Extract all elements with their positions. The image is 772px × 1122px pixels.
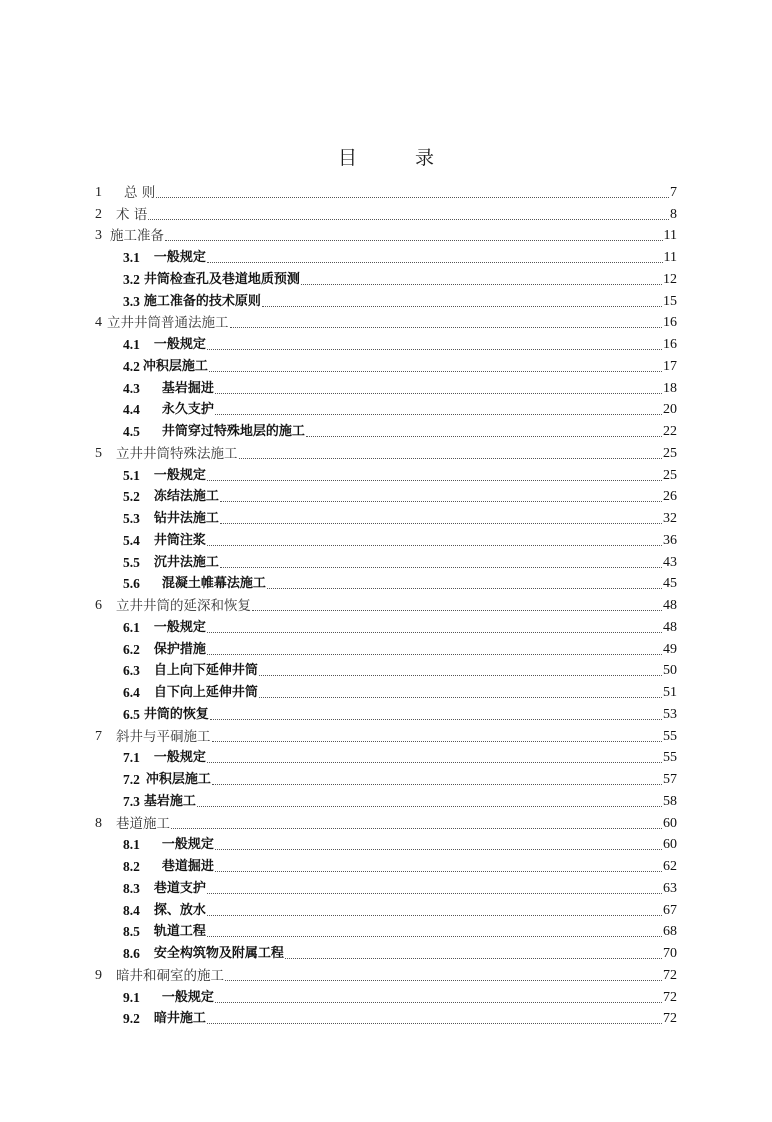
toc-entry-page-number: 36 [663,532,677,548]
dot-leader [207,337,662,353]
toc-entry-page-number: 53 [663,706,677,722]
toc-section-entry[interactable] [95,462,677,484]
toc-section-entry[interactable] [95,418,677,440]
dot-leader [207,881,662,897]
toc-entry-page-number: 22 [663,424,677,439]
toc-section-entry[interactable] [95,505,677,527]
toc-section-entry[interactable] [95,266,677,288]
toc-entry-number: 3.2 [123,271,140,287]
toc-section-entry[interactable] [95,484,677,506]
toc-entry-number: 6.1 [123,619,140,635]
toc-entry-label: 基岩施工 [143,793,196,809]
dot-leader [210,707,662,723]
toc-entry-label: 一般规定 [153,750,206,766]
toc-entry-number: 6.2 [123,641,140,657]
toc-entry-page-number: 50 [663,663,677,679]
toc-entry-number: 5.4 [123,532,140,548]
toc-section-entry[interactable] [95,331,677,353]
dot-leader [212,772,662,788]
toc-entry-number: 1 [95,184,102,200]
toc-entry-label: 一般规定 [153,250,206,265]
toc-entry-label: 立井井筒普通法施工 [107,315,229,332]
toc-section-entry[interactable] [95,919,677,941]
toc-title-char-2: 录 [415,147,435,169]
toc-entry-number: 5.6 [123,576,140,592]
toc-entry-number: 8.5 [123,924,140,940]
toc-entry-number: 5.5 [123,554,140,570]
toc-entry-page-number: 60 [663,837,677,853]
dot-leader [207,642,662,658]
toc-entry-number: 5.3 [123,511,140,526]
toc-chapter-entry[interactable] [95,310,677,332]
toc-entry-page-number: 70 [663,946,677,961]
dot-leader [267,576,662,592]
dot-leader [220,555,662,571]
toc-title-char-1: 目 [337,147,357,169]
toc-entry-label: 冻结法施工 [153,489,219,505]
toc-entry-label: 永久支护 [161,402,214,418]
toc-section-entry[interactable] [95,745,677,767]
toc-entry-label: 暗井施工 [153,1011,206,1027]
toc-entry-label: 一般规定 [153,467,206,483]
toc-entry-label: 基岩掘进 [161,380,214,396]
dot-leader [212,729,663,745]
dot-leader [239,446,663,462]
toc-entry-label: 探、放水 [153,902,206,918]
toc-entry-number: 8.1 [123,837,140,853]
toc-section-entry[interactable] [95,701,677,723]
toc-section-entry[interactable] [95,940,677,962]
toc-entry-number: 6.4 [123,685,140,700]
toc-entry-page-number: 55 [663,750,677,766]
toc-entry-label: 自下向上延伸井筒 [153,685,258,700]
toc-section-entry[interactable] [95,984,677,1006]
toc-section-entry[interactable] [95,1006,677,1028]
dot-leader [259,685,662,701]
toc-section-entry[interactable] [95,353,677,375]
toc-entry-label: 巷道支护 [153,880,206,896]
toc-entry-page-number: 16 [663,315,677,331]
toc-entry-page-number: 15 [663,293,677,309]
toc-entry-number: 4 [95,315,102,331]
toc-section-entry[interactable] [95,853,677,875]
dot-leader [207,468,662,484]
toc-section-entry[interactable] [95,288,677,310]
dot-leader [220,511,662,527]
dot-leader [165,228,663,244]
toc-entry-label: 斜井与平硐施工 [116,728,211,745]
dot-leader [207,750,662,766]
toc-entry-label: 术 语 [116,206,148,223]
toc-entry-number: 4.2 [123,358,140,374]
toc-section-entry[interactable] [95,875,677,897]
toc-entry-label: 巷道掘进 [161,859,214,874]
toc-entry-page-number: 60 [663,815,677,831]
toc-section-entry[interactable] [95,571,677,593]
toc-section-entry[interactable] [95,832,677,854]
dot-leader [197,794,662,810]
toc-entry-page-number: 18 [663,380,677,396]
toc-entry-page-number: 67 [663,902,677,918]
toc-entry-page-number: 49 [663,641,677,657]
toc-entry-page-number: 43 [663,554,677,570]
toc-entry-page-number: 45 [663,576,677,592]
toc-section-entry[interactable] [95,244,677,266]
dot-leader [148,207,669,223]
toc-entry-page-number: 63 [663,880,677,896]
dot-leader [207,250,663,266]
toc-entry-page-number: 48 [663,598,677,613]
toc-entry-number: 6.5 [123,706,140,722]
toc-chapter-entry[interactable] [95,962,677,984]
toc-entry-number: 8.2 [123,859,140,874]
toc-entry-page-number: 55 [663,728,677,744]
toc-entry-number: 3 [95,228,102,244]
toc-chapter-entry[interactable] [95,723,677,745]
dot-leader [215,837,662,853]
toc-entry-number: 6.3 [123,663,140,679]
toc-entry-number: 9 [95,967,102,983]
toc-entry-label: 立井井筒特殊法施工 [116,445,238,462]
toc-entry-number: 4.3 [123,380,140,396]
toc-entry-page-number: 72 [663,989,677,1005]
dot-leader [262,294,662,310]
toc-chapter-entry[interactable] [95,810,677,832]
toc-entry-number: 5.1 [123,467,140,483]
toc-section-entry[interactable] [95,549,677,571]
dot-leader [207,533,662,549]
toc-entry-page-number: 51 [663,685,677,700]
toc-entry-number: 6 [95,598,102,613]
toc-entry-number: 7 [95,728,102,744]
toc-entry-page-number: 32 [663,511,677,526]
toc-entry-label: 总 则 [124,184,156,201]
dot-leader [215,990,662,1006]
toc-entry-label: 井筒的恢复 [143,706,209,722]
toc-entry-page-number: 25 [663,445,677,461]
toc-section-entry[interactable] [95,636,677,658]
dot-leader [207,924,662,940]
dot-leader [225,968,662,984]
toc-entry-number: 9.2 [123,1011,140,1027]
toc-entry-page-number: 25 [663,467,677,483]
toc-entry-label: 冲积层施工 [145,772,211,787]
toc-section-entry[interactable] [95,658,677,680]
toc-entry-label: 一般规定 [153,337,206,352]
toc-section-entry[interactable] [95,766,677,788]
toc-entry-page-number: 20 [663,402,677,418]
toc-entry-number: 7.2 [123,772,140,787]
toc-entry-label: 施工准备 [110,228,164,245]
dot-leader [215,402,662,418]
dot-leader [207,1011,662,1027]
toc-entry-number: 4.1 [123,337,140,352]
toc-entry-label: 巷道施工 [116,815,170,832]
dot-leader [301,272,662,288]
toc-entry-label: 安全构筑物及附属工程 [153,946,284,961]
toc-section-entry[interactable] [95,897,677,919]
toc-entry-number: 5.2 [123,489,140,505]
toc-entry-page-number: 57 [663,772,677,787]
dot-leader [207,903,662,919]
dot-leader [215,859,662,875]
dot-leader [306,424,662,440]
toc-section-entry[interactable] [95,788,677,810]
toc-entry-page-number: 58 [663,793,677,809]
toc-entry-label: 保护措施 [153,641,206,657]
toc-chapter-entry[interactable] [95,223,677,245]
toc-entry-number: 2 [95,206,102,222]
toc-section-entry[interactable] [95,397,677,419]
toc-entry-number: 8.6 [123,946,140,961]
toc-chapter-entry[interactable] [95,201,677,223]
toc-entry-page-number: 7 [670,184,677,200]
toc-entry-page-number: 62 [663,859,677,874]
toc-entry-page-number: 48 [663,619,677,635]
dot-leader [285,946,662,962]
toc-entry-number: 8.4 [123,902,140,918]
toc-entry-label: 井筒检查孔及巷道地质预测 [143,271,300,287]
table-of-contents [95,179,677,1027]
toc-entry-label: 混凝土帷幕法施工 [161,576,266,592]
toc-title [0,143,772,170]
toc-entry-page-number: 11 [663,250,677,265]
toc-entry-page-number: 72 [663,1011,677,1027]
toc-entry-label: 井筒注浆 [153,532,206,548]
dot-leader [171,816,662,832]
toc-entry-label: 立井井筒的延深和恢复 [116,598,251,614]
toc-entry-page-number: 72 [663,967,677,983]
dot-leader [156,185,669,201]
toc-entry-number: 8 [95,815,102,831]
toc-entry-page-number: 17 [663,358,677,374]
toc-entry-label: 冲积层施工 [142,358,208,374]
toc-chapter-entry[interactable] [95,592,677,614]
toc-section-entry[interactable] [95,679,677,701]
toc-entry-label: 沉井法施工 [153,554,219,570]
dot-leader [209,359,662,375]
toc-entry-page-number: 8 [670,206,677,222]
toc-section-entry[interactable] [95,527,677,549]
toc-entry-label: 钻井法施工 [153,511,219,526]
toc-entry-page-number: 11 [663,228,677,244]
toc-entry-label: 暗井和硐室的施工 [116,967,224,984]
toc-entry-label: 轨道工程 [153,924,206,940]
toc-entry-number: 3.3 [123,293,140,309]
toc-entry-number: 8.3 [123,880,140,896]
toc-entry-number: 3.1 [123,250,140,265]
toc-entry-page-number: 16 [663,337,677,352]
toc-section-entry[interactable] [95,614,677,636]
dot-leader [252,598,662,614]
dot-leader [207,620,662,636]
toc-entry-label: 一般规定 [161,837,214,853]
toc-entry-number: 7.1 [123,750,140,766]
toc-entry-page-number: 68 [663,924,677,940]
toc-chapter-entry[interactable] [95,179,677,201]
toc-section-entry[interactable] [95,375,677,397]
toc-entry-label: 自上向下延伸井筒 [153,663,258,679]
dot-leader [215,381,662,397]
dot-leader [259,663,662,679]
toc-chapter-entry[interactable] [95,440,677,462]
toc-entry-page-number: 26 [663,489,677,505]
toc-entry-label: 井筒穿过特殊地层的施工 [161,424,305,439]
toc-entry-page-number: 12 [663,271,677,287]
dot-leader [230,315,663,331]
toc-entry-number: 4.5 [123,424,140,439]
toc-entry-number: 5 [95,445,102,461]
toc-entry-label: 一般规定 [161,989,214,1005]
toc-entry-number: 7.3 [123,793,140,809]
dot-leader [220,489,662,505]
toc-entry-number: 9.1 [123,989,140,1005]
toc-entry-number: 4.4 [123,402,140,418]
toc-entry-label: 一般规定 [153,619,206,635]
toc-entry-label: 施工准备的技术原则 [143,293,261,309]
